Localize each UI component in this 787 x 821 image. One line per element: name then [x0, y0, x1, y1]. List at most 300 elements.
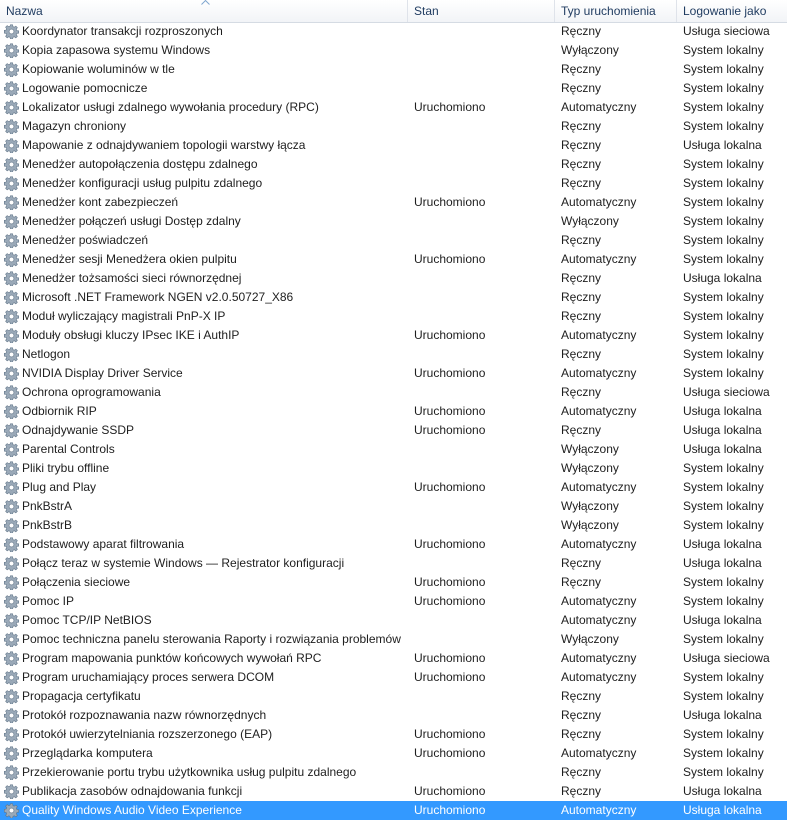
service-row[interactable] [0, 630, 787, 649]
services-list [0, 22, 787, 820]
service-name: Mapowanie z odnajdywaniem topologii warstwy łącza [22, 138, 306, 152]
service-startup-type: Automatyczny [561, 746, 637, 760]
service-startup-type: Wyłączony [561, 442, 619, 456]
service-log-on-as: System lokalny [683, 252, 764, 266]
service-startup-type: Ręczny [561, 385, 602, 399]
service-gear-icon [4, 765, 19, 780]
service-row[interactable] [0, 193, 787, 212]
service-startup-type: Automatyczny [561, 480, 637, 494]
service-name-cell [0, 592, 408, 611]
service-name: Moduł wyliczający magistrali PnP-X IP [22, 309, 226, 323]
service-name-cell [0, 402, 408, 421]
service-log-on-as: System lokalny [683, 43, 764, 57]
service-status [408, 611, 555, 630]
service-gear-icon [4, 24, 19, 39]
service-row[interactable] [0, 554, 787, 573]
service-status: Uruchomiono [414, 784, 486, 798]
service-gear-icon [4, 366, 19, 381]
service-name-cell [0, 136, 408, 155]
service-name: Plug and Play [22, 480, 97, 494]
service-log-on-as: Usługa lokalna [683, 423, 762, 437]
service-name-cell [0, 155, 408, 174]
service-name-cell [0, 763, 408, 782]
service-status: Uruchomiono [414, 594, 486, 608]
service-log-on-as: Usługa lokalna [683, 442, 762, 456]
service-row[interactable] [0, 307, 787, 326]
service-name-cell [0, 307, 408, 326]
service-name: Moduły obsługi kluczy IPsec IKE i AuthIP [22, 328, 240, 342]
service-name: Microsoft .NET Framework NGEN v2.0.50727_X86 [22, 290, 294, 304]
service-name: Menedżer poświadczeń [22, 233, 149, 247]
service-gear-icon [4, 670, 19, 685]
service-row[interactable] [0, 440, 787, 459]
service-name: PnkBstrB [22, 518, 73, 532]
service-startup-type: Automatyczny [561, 404, 637, 418]
service-log-on-as: Usługa lokalna [683, 556, 762, 570]
service-row[interactable] [0, 326, 787, 345]
service-status [408, 79, 555, 98]
service-log-on-as: Usługa sieciowa [683, 385, 770, 399]
service-startup-type: Ręczny [561, 62, 602, 76]
service-log-on-as: Usługa lokalna [683, 271, 762, 285]
service-gear-icon [4, 689, 19, 704]
service-status [408, 136, 555, 155]
service-name: Protokół rozpoznawania nazw równorzędnych [22, 708, 267, 722]
service-name: Kopiowanie woluminów w tle [22, 62, 175, 76]
service-status [408, 383, 555, 402]
service-gear-icon [4, 556, 19, 571]
service-startup-type: Ręczny [561, 423, 602, 437]
service-row[interactable] [0, 459, 787, 478]
service-name-cell [0, 611, 408, 630]
service-log-on-as: System lokalny [683, 347, 764, 361]
service-name: Menedżer połączeń usługi Dostęp zdalny [22, 214, 241, 228]
service-name-cell [0, 668, 408, 687]
service-name: Magazyn chroniony [22, 119, 127, 133]
service-row[interactable] [0, 117, 787, 136]
column-header-name-label: Nazwa [6, 4, 43, 18]
service-row[interactable] [0, 421, 787, 440]
service-log-on-as: Usługa lokalna [683, 803, 762, 817]
service-name-cell [0, 231, 408, 250]
service-gear-icon [4, 157, 19, 172]
service-name: Ochrona oprogramowania [22, 385, 161, 399]
service-gear-icon [4, 727, 19, 742]
service-log-on-as: System lokalny [683, 594, 764, 608]
service-startup-type: Automatyczny [561, 537, 637, 551]
service-gear-icon [4, 537, 19, 552]
service-status: Uruchomiono [414, 100, 486, 114]
service-log-on-as: Usługa lokalna [683, 537, 762, 551]
service-startup-type: Ręczny [561, 556, 602, 570]
service-gear-icon [4, 233, 19, 248]
service-status [408, 117, 555, 136]
service-row[interactable] [0, 250, 787, 269]
service-log-on-as: System lokalny [683, 689, 764, 703]
service-name: Pliki trybu offline [22, 461, 110, 475]
service-row[interactable] [0, 345, 787, 364]
service-name-cell [0, 250, 408, 269]
service-row[interactable] [0, 212, 787, 231]
service-name-cell [0, 364, 408, 383]
service-name: Publikacja zasobów odnajdowania funkcji [22, 784, 243, 798]
service-gear-icon [4, 594, 19, 609]
service-name: NVIDIA Display Driver Service [22, 366, 183, 380]
service-log-on-as: System lokalny [683, 195, 764, 209]
service-gear-icon [4, 385, 19, 400]
service-log-on-as: System lokalny [683, 518, 764, 532]
column-header-name[interactable] [0, 0, 408, 22]
service-log-on-as: System lokalny [683, 290, 764, 304]
service-row[interactable] [0, 478, 787, 497]
service-row[interactable] [0, 383, 787, 402]
service-status [408, 345, 555, 364]
service-startup-type: Ręczny [561, 708, 602, 722]
service-startup-type: Ręczny [561, 138, 602, 152]
service-status: Uruchomiono [414, 651, 486, 665]
service-name-cell [0, 22, 408, 41]
service-name-cell [0, 326, 408, 345]
service-gear-icon [4, 632, 19, 647]
service-status [408, 155, 555, 174]
column-header-status-label: Stan [414, 4, 439, 18]
service-log-on-as: System lokalny [683, 328, 764, 342]
service-log-on-as: Usługa sieciowa [683, 24, 770, 38]
service-name-cell [0, 383, 408, 402]
service-gear-icon [4, 214, 19, 229]
service-row[interactable] [0, 288, 787, 307]
service-log-on-as: Usługa lokalna [683, 708, 762, 722]
service-log-on-as: System lokalny [683, 480, 764, 494]
service-status: Uruchomiono [414, 404, 486, 418]
service-log-on-as: Usługa lokalna [683, 784, 762, 798]
service-status: Uruchomiono [414, 195, 486, 209]
service-status: Uruchomiono [414, 328, 486, 342]
service-gear-icon [4, 784, 19, 799]
service-startup-type: Wyłączony [561, 518, 619, 532]
service-gear-icon [4, 309, 19, 324]
service-name: Pomoc TCP/IP NetBIOS [22, 613, 152, 627]
service-row[interactable] [0, 706, 787, 725]
service-name-cell [0, 535, 408, 554]
service-row[interactable] [0, 668, 787, 687]
service-status [408, 687, 555, 706]
service-name-cell [0, 269, 408, 288]
service-name-cell [0, 725, 408, 744]
service-row[interactable] [0, 269, 787, 288]
service-name: Protokół uwierzytelniania rozszerzonego (EAP) [22, 727, 273, 741]
service-status [408, 41, 555, 60]
service-name-cell [0, 41, 408, 60]
service-startup-type: Ręczny [561, 290, 602, 304]
service-name-cell [0, 212, 408, 231]
service-status: Uruchomiono [414, 423, 486, 437]
service-name: Odbiornik RIP [22, 404, 97, 418]
service-name: Pomoc techniczna panelu sterowania Raporty i rozwiązania problemów [22, 632, 401, 646]
service-row[interactable] [0, 801, 787, 820]
service-name: Menedżer autopołączenia dostępu zdalnego [22, 157, 258, 171]
service-status: Uruchomiono [414, 480, 486, 494]
service-name-cell [0, 649, 408, 668]
service-log-on-as: System lokalny [683, 670, 764, 684]
service-name-cell [0, 516, 408, 535]
service-row[interactable] [0, 364, 787, 383]
service-gear-icon [4, 43, 19, 58]
service-status: Uruchomiono [414, 670, 486, 684]
service-startup-type: Automatyczny [561, 252, 637, 266]
service-log-on-as: System lokalny [683, 81, 764, 95]
service-gear-icon [4, 442, 19, 457]
service-status [408, 60, 555, 79]
service-log-on-as: Usługa lokalna [683, 613, 762, 627]
service-log-on-as: System lokalny [683, 157, 764, 171]
column-header-log-on-as-label: Logowanie jako [683, 4, 767, 18]
service-startup-type: Wyłączony [561, 214, 619, 228]
service-name-cell [0, 440, 408, 459]
service-log-on-as: Usługa lokalna [683, 138, 762, 152]
service-status: Uruchomiono [414, 252, 486, 266]
service-name-cell [0, 687, 408, 706]
service-status: Uruchomiono [414, 366, 486, 380]
column-header-bar [0, 0, 787, 23]
service-name: Koordynator transakcji rozproszonych [22, 24, 223, 38]
service-log-on-as: System lokalny [683, 119, 764, 133]
service-startup-type: Automatyczny [561, 651, 637, 665]
service-name-cell [0, 60, 408, 79]
service-row[interactable] [0, 22, 787, 41]
service-name-cell [0, 630, 408, 649]
service-name: Podstawowy aparat filtrowania [22, 537, 185, 551]
service-name: Kopia zapasowa systemu Windows [22, 43, 211, 57]
service-name: Pomoc IP [22, 594, 75, 608]
service-name: Propagacja certyfikatu [22, 689, 141, 703]
service-startup-type: Ręczny [561, 575, 602, 589]
service-row[interactable] [0, 231, 787, 250]
service-row[interactable] [0, 782, 787, 801]
service-startup-type: Automatyczny [561, 100, 637, 114]
service-startup-type: Ręczny [561, 309, 602, 323]
service-status: Uruchomiono [414, 803, 486, 817]
sort-ascending-icon [201, 0, 210, 5]
service-row[interactable] [0, 155, 787, 174]
service-log-on-as: System lokalny [683, 214, 764, 228]
service-log-on-as: System lokalny [683, 100, 764, 114]
service-name: Quality Windows Audio Video Experience [22, 803, 242, 817]
service-log-on-as: System lokalny [683, 575, 764, 589]
service-startup-type: Ręczny [561, 765, 602, 779]
service-status [408, 706, 555, 725]
service-row[interactable] [0, 497, 787, 516]
service-log-on-as: Usługa lokalna [683, 404, 762, 418]
service-name: Menedżer konfiguracji usług pulpitu zdalnego [22, 176, 263, 190]
service-log-on-as: System lokalny [683, 366, 764, 380]
service-status [408, 554, 555, 573]
service-name-cell [0, 117, 408, 136]
service-status: Uruchomiono [414, 537, 486, 551]
service-status [408, 440, 555, 459]
service-row[interactable] [0, 763, 787, 782]
service-row[interactable] [0, 174, 787, 193]
service-name-cell [0, 174, 408, 193]
service-startup-type: Automatyczny [561, 328, 637, 342]
column-header-startup-type[interactable] [555, 0, 677, 22]
service-gear-icon [4, 651, 19, 666]
service-row[interactable] [0, 535, 787, 554]
service-log-on-as: System lokalny [683, 499, 764, 513]
service-row[interactable] [0, 516, 787, 535]
service-startup-type: Ręczny [561, 784, 602, 798]
service-startup-type: Automatyczny [561, 670, 637, 684]
service-gear-icon [4, 328, 19, 343]
service-log-on-as: System lokalny [683, 461, 764, 475]
service-log-on-as: System lokalny [683, 746, 764, 760]
service-log-on-as: System lokalny [683, 765, 764, 779]
service-startup-type: Ręczny [561, 157, 602, 171]
service-startup-type: Wyłączony [561, 461, 619, 475]
service-status: Uruchomiono [414, 575, 486, 589]
service-name-cell [0, 497, 408, 516]
service-startup-type: Wyłączony [561, 43, 619, 57]
service-row[interactable] [0, 60, 787, 79]
service-startup-type: Automatyczny [561, 594, 637, 608]
service-gear-icon [4, 271, 19, 286]
service-startup-type: Ręczny [561, 176, 602, 190]
service-name: Logowanie pomocnicze [22, 81, 148, 95]
service-status [408, 288, 555, 307]
service-startup-type: Ręczny [561, 689, 602, 703]
service-row[interactable] [0, 402, 787, 421]
service-status [408, 22, 555, 41]
service-gear-icon [4, 119, 19, 134]
service-startup-type: Ręczny [561, 271, 602, 285]
service-gear-icon [4, 100, 19, 115]
service-startup-type: Automatyczny [561, 195, 637, 209]
service-status [408, 231, 555, 250]
service-row[interactable] [0, 687, 787, 706]
service-gear-icon [4, 613, 19, 628]
service-startup-type: Wyłączony [561, 499, 619, 513]
service-startup-type: Ręczny [561, 81, 602, 95]
service-name: Odnajdywanie SSDP [22, 423, 135, 437]
service-row[interactable] [0, 744, 787, 763]
service-gear-icon [4, 499, 19, 514]
service-name-cell [0, 706, 408, 725]
service-gear-icon [4, 62, 19, 77]
service-name-cell [0, 459, 408, 478]
service-status [408, 307, 555, 326]
service-gear-icon [4, 803, 19, 818]
service-log-on-as: System lokalny [683, 309, 764, 323]
service-name: Menedżer kont zabezpieczeń [22, 195, 179, 209]
service-gear-icon [4, 347, 19, 362]
service-gear-icon [4, 404, 19, 419]
service-gear-icon [4, 461, 19, 476]
service-startup-type: Ręczny [561, 347, 602, 361]
service-row[interactable] [0, 592, 787, 611]
service-startup-type: Ręczny [561, 119, 602, 133]
service-status [408, 212, 555, 231]
service-name: Przekierowanie portu trybu użytkownika usług pulpitu zdalnego [22, 765, 357, 779]
service-row[interactable] [0, 649, 787, 668]
service-name: Połączenia sieciowe [22, 575, 131, 589]
service-name-cell [0, 573, 408, 592]
service-status [408, 763, 555, 782]
service-name-cell [0, 79, 408, 98]
service-startup-type: Ręczny [561, 24, 602, 38]
service-row[interactable] [0, 79, 787, 98]
service-log-on-as: Usługa sieciowa [683, 651, 770, 665]
service-status [408, 497, 555, 516]
service-status [408, 174, 555, 193]
service-name: Program mapowania punktów końcowych wywołań RPC [22, 651, 322, 665]
service-name: Program uruchamiający proces serwera DCOM [22, 670, 275, 684]
service-gear-icon [4, 423, 19, 438]
service-gear-icon [4, 746, 19, 761]
service-gear-icon [4, 708, 19, 723]
service-name-cell [0, 801, 408, 820]
service-row[interactable] [0, 725, 787, 744]
service-log-on-as: System lokalny [683, 62, 764, 76]
service-name-cell [0, 782, 408, 801]
service-gear-icon [4, 138, 19, 153]
service-log-on-as: System lokalny [683, 632, 764, 646]
service-startup-type: Ręczny [561, 233, 602, 247]
service-status [408, 630, 555, 649]
service-name: Przeglądarka komputera [22, 746, 153, 760]
service-gear-icon [4, 81, 19, 96]
service-status [408, 459, 555, 478]
service-name-cell [0, 193, 408, 212]
service-startup-type: Automatyczny [561, 613, 637, 627]
service-name-cell [0, 478, 408, 497]
service-row[interactable] [0, 611, 787, 630]
service-gear-icon [4, 252, 19, 267]
service-name: Menedżer sesji Menedżera okien pulpitu [22, 252, 237, 266]
service-log-on-as: System lokalny [683, 176, 764, 190]
service-log-on-as: System lokalny [683, 727, 764, 741]
service-name: Połącz teraz w systemie Windows — Rejestrator konfiguracji [22, 556, 345, 570]
service-row[interactable] [0, 573, 787, 592]
service-name-cell [0, 345, 408, 364]
service-gear-icon [4, 195, 19, 210]
service-status [408, 516, 555, 535]
column-header-status[interactable] [408, 0, 555, 22]
service-row[interactable] [0, 98, 787, 117]
service-name-cell [0, 744, 408, 763]
service-name: PnkBstrA [22, 499, 73, 513]
service-startup-type: Automatyczny [561, 366, 637, 380]
service-name: Netlogon [22, 347, 71, 361]
service-gear-icon [4, 575, 19, 590]
service-status [408, 269, 555, 288]
service-status: Uruchomiono [414, 746, 486, 760]
service-name: Parental Controls [22, 442, 115, 456]
service-row[interactable] [0, 41, 787, 60]
service-log-on-as: System lokalny [683, 233, 764, 247]
column-header-startup-type-label: Typ uruchomienia [561, 4, 656, 18]
service-row[interactable] [0, 136, 787, 155]
service-gear-icon [4, 290, 19, 305]
service-startup-type: Ręczny [561, 727, 602, 741]
service-status: Uruchomiono [414, 727, 486, 741]
column-header-log-on-as[interactable] [677, 0, 787, 22]
service-name-cell [0, 421, 408, 440]
service-name-cell [0, 288, 408, 307]
service-gear-icon [4, 176, 19, 191]
service-startup-type: Automatyczny [561, 803, 637, 817]
service-name-cell [0, 554, 408, 573]
service-startup-type: Wyłączony [561, 632, 619, 646]
